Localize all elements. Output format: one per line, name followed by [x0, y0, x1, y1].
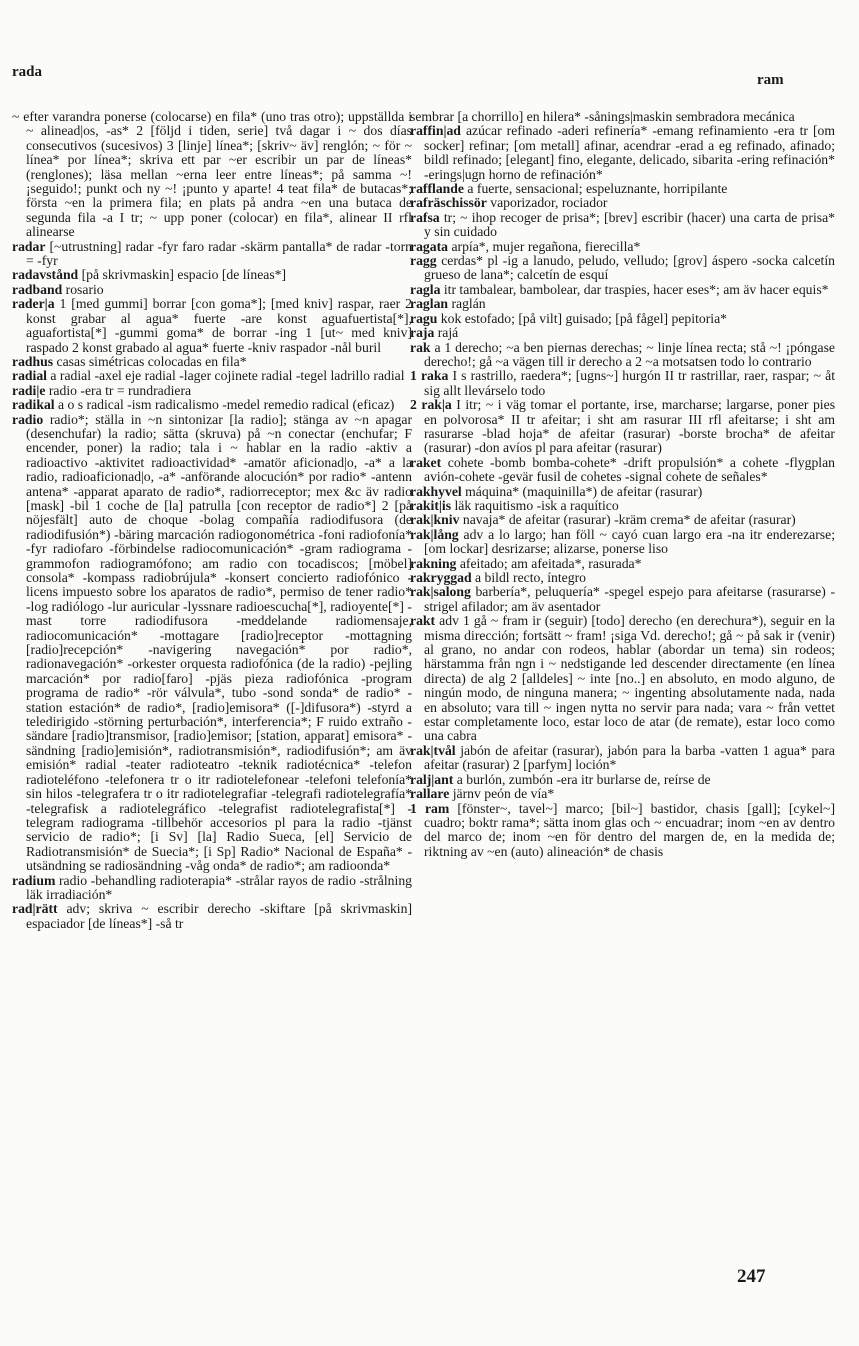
dictionary-entry [410, 182, 835, 196]
entry-headword: rallare [410, 786, 450, 802]
dictionary-entry [12, 110, 412, 240]
entry-definition: afeitado; am afeitada*, rasurada* [459, 555, 642, 571]
dictionary-entry [12, 240, 412, 269]
dictionary-entry [410, 485, 835, 499]
entry-headword: ragata [410, 238, 449, 254]
dictionary-entry [410, 585, 835, 614]
entry-headword: radial [12, 368, 47, 384]
page-number: 247 [737, 1266, 766, 1287]
entry-definition: [på skrivmaskin] espacio [de líneas*] [81, 267, 287, 283]
dictionary-entry [12, 874, 412, 903]
entry-definition: sembrar [a chorrillo] en hilera* -sånings|maskin sembradora mecánica [410, 109, 795, 124]
dictionary-entry [410, 211, 835, 240]
entry-definition: máquina* (maquinilla*) de afeitar (rasurar) [465, 483, 703, 499]
entry-definition: [~utrustning] radar -fyr faro radar -skärm pantalla* de radar -torn = -fyr [26, 238, 412, 269]
dictionary-entry [410, 110, 835, 124]
dictionary-entry [410, 297, 835, 311]
entry-definition: a bildl recto, íntegro [475, 570, 586, 585]
entry-definition: rosario [65, 281, 104, 297]
entry-definition: a 1 derecho; ~a ben piernas derechas; ~ linje línea recta; stå ~! ¡póngase derecho!; gå ~a vägen till ir derecho a 2 ~a motsatsen todo lo contrario [424, 339, 835, 369]
dictionary-entry [410, 196, 835, 210]
entry-definition: a radial -axel eje radial -lager cojinete radial -tegel ladrillo radial [50, 368, 405, 384]
left-column [12, 110, 412, 931]
entry-definition: azúcar refinado -aderi refinería* -emang refinamiento -era tr [om socker] refinar; [om metall] afinar, acendrar -erad a eg refinado, afinado; bildl refinado; [elegant] fino, elegante, delicado, sibarita -ering refinación* -erings|ugn horno de refinación* [424, 123, 836, 182]
entry-headword: ralj|ant [410, 771, 454, 787]
entry-headword: rakhyvel [410, 483, 462, 499]
dictionary-entry [410, 398, 835, 456]
entry-headword: 1 ram [410, 800, 450, 816]
entry-headword: rak|lång [410, 526, 459, 542]
entry-definition: barbería*, peluquería* -spegel espejo para afeitarse (rasurarse) -strigel afilador; am äv asentador [424, 584, 835, 614]
entry-definition: adv a lo largo; han föll ~ cayó cuan largo era -na itr enderezarse; [om lockar] desrizarse; alizarse, ponerse liso [424, 526, 836, 557]
entry-headword: rak|tvål [410, 742, 456, 758]
entry-definition: cerdas* pl -ig a lanudo, peludo, velludo; [grov] áspero -socka calcetín grueso de lana*; calcetín de esquí [424, 253, 836, 283]
entry-headword: rakning [410, 555, 457, 571]
entry-headword: radhus [12, 353, 54, 369]
entry-definition: adv; skriva ~ escribir derecho -skiftare [på skrivmaskin] espaciador [de líneas*] -så tr [26, 901, 413, 931]
dictionary-entry [410, 499, 835, 513]
dictionary-entry [410, 326, 835, 340]
entry-headword: radar [12, 238, 46, 254]
entry-headword: radikal [12, 397, 55, 413]
entry-headword: rafflande [410, 181, 464, 197]
dictionary-entry [12, 398, 412, 412]
entry-definition: radio -era tr = rundradiera [48, 382, 192, 398]
entry-headword: raffin|ad [410, 123, 461, 139]
dictionary-entry [410, 369, 835, 398]
entry-headword: rader|a [12, 296, 55, 312]
dictionary-entry [12, 297, 412, 355]
dictionary-entry [12, 384, 412, 398]
entry-definition: jabón de afeitar (rasurar), jabón para la barba -vatten 1 agua* para afeitar (rasurar) 2 [parfym] loción* [424, 742, 836, 773]
dictionary-entry [12, 283, 412, 297]
entry-headword: radium [12, 872, 56, 888]
entry-definition: [fönster~, tavel~] marco; [bil~] bastidor, chasis [gall]; [cykel~] cuadro; boktr rama*; sätta inom glas och ~ encuadrar; inom ~en av dentro del marco de; inom ~en för dentro del margen de, en la medida de; riktning av ~en (auto) alineación* de chasis [424, 800, 835, 859]
entry-definition: itr tambalear, bambolear, dar traspies, hacer eses*; am äv hacer equis* [443, 281, 829, 297]
entry-headword: raglan [410, 296, 449, 312]
entry-definition: raglán [451, 296, 486, 312]
entry-headword: raket [410, 454, 442, 470]
entry-headword: 1 raka [410, 368, 449, 384]
entry-definition: läk raquitismo -isk a raquítico [454, 497, 619, 513]
dictionary-entry [410, 312, 835, 326]
dictionary-entry [410, 341, 835, 370]
entry-headword: raja [410, 325, 435, 341]
entry-definition: radio -behandling radioterapia* -strålar rayos de radio -strålning läk irradiación* [26, 872, 413, 902]
entry-headword: radavstånd [12, 267, 79, 283]
entry-definition: casas simétricas colocadas en fila* [56, 353, 247, 369]
dictionary-entry [410, 456, 835, 485]
dictionary-entry [410, 773, 835, 787]
dictionary-entry [410, 802, 835, 860]
dictionary-entry [410, 240, 835, 254]
dictionary-entry [410, 787, 835, 801]
dictionary-entry [410, 528, 835, 557]
entry-headword: rafsa [410, 209, 440, 225]
entry-headword: rak|kniv [410, 512, 460, 528]
dictionary-entry [410, 124, 835, 182]
entry-definition: 1 [med gummi] borrar [con goma*]; [med kniv] raspar, raer 2 konst grabar al agua* fuerte -are konst aguafuertista[*], aguafortista[*] -gummi goma* de borrar -ing 1 [ut~ med kniv] raspado 2 konst grabado al agua* fuerte -kniv raspador -nål buril [26, 296, 413, 355]
dictionary-entry [12, 355, 412, 369]
dictionary-entry [12, 369, 412, 383]
entry-definition: rajá [437, 325, 459, 341]
entry-definition: kok estofado; [på vilt] guisado; [på fågel] pepitoria* [440, 310, 728, 326]
entry-headword: rakit|is [410, 497, 452, 513]
entry-definition: I s rastrillo, raedera*; [ugns~] hurgón II tr rastrillar, raer, raspar; ~ åt sig allt llevárselo todo [424, 368, 835, 398]
entry-definition: tr; ~ ihop recoger de prisa*; [brev] escribir (hacer) una carta de prisa* y sin cuidado [424, 209, 836, 240]
entry-definition: järnv peón de vía* [452, 786, 555, 802]
right-column [410, 110, 835, 859]
entry-definition: a burlón, zumbón -era itr burlarse de, reírse de [456, 771, 711, 787]
entry-headword: rak|salong [410, 584, 471, 600]
entry-definition: I itr; ~ i väg tomar el portante, irse, marcharse; largarse, poner pies en polvorosa* II tr afeitar; i sht am rasurar III rfl afeitarse; i sht am rasurarse -blad hoja* de afeitar (rasurar) -borste brocha* de afeitar (rasurar) -don avíos pl para afeitar (rasurar) [424, 397, 836, 456]
entry-headword: 2 rak|a [410, 397, 452, 413]
entry-headword: radio [12, 411, 44, 427]
entry-definition: ~ efter varandra ponerse (colocarse) en fila* (uno tras otro); uppställda i ~ alinead|os, -as* 2 [följd i tiden, serie] två dagar i ~ dos días consecutivos (sucesivos) 3 [linje] línea*; [skriv~ äv] renglón; ~ för ~ línea* por línea*; skriva ett par ~er escribir un par de líneas* (renglones); läsa mellan ~erna leer entre líneas*; på samma ~! ¡seguido!; punkt och ny ~! ¡punto y aparte! 4 teat fila* de butacas*; första ~en la primera fila; en plats på andra ~en una butaca de segunda fila -a I tr; ~ upp poner (colocar) en fila*, alinear II rfl alinearse [12, 109, 412, 240]
entry-definition: a o s radical -ism radicalismo -medel remedio radical (eficaz) [58, 397, 395, 413]
dictionary-entry [410, 283, 835, 297]
entry-headword: ragu [410, 310, 438, 326]
dictionary-entry [410, 744, 835, 773]
running-head-left: rada [12, 64, 42, 80]
dictionary-entry [410, 557, 835, 571]
running-head-right: ram [757, 72, 784, 88]
entry-definition: navaja* de afeitar (rasurar) -kräm crema* de afeitar (rasurar) [462, 512, 796, 528]
dictionary-entry [12, 413, 412, 874]
entry-definition: arpía*, mujer regañona, fierecilla* [451, 238, 641, 254]
entry-definition: a fuerte, sensacional; espeluznante, horripilante [467, 181, 728, 197]
entry-headword: rak [410, 339, 431, 355]
entry-definition: adv 1 gå ~ fram ir (seguir) [todo] derecho (en derechura*), seguir en la misma dirección; fortsätt ~ fram! ¡siga Vd. derecho!; gå ~ på sak ir (venir) al grano, no andar con rodeos, hablar (abordar un tema) sin rodeos; härstamma från ngn i ~ nedstigande led descender directamente (en línea directa) de alg 2 [alldeles] ~ inte [no..] en absoluto, en modo alguno, de ningún modo, de ninguna manera; ~ ingenting absolutamente nada, nada en absoluto; vara till ~ ingen nytta no servir para nada; vara ~ från vettet estar completamente loco, estar loco de atar (de remate), estar loco como una cabra [424, 613, 835, 744]
dictionary-entry [410, 571, 835, 585]
entry-definition: vaporizador, rociador [490, 195, 608, 211]
entry-headword: rad|rätt [12, 901, 58, 917]
entry-headword: radband [12, 281, 63, 297]
dictionary-entry [410, 513, 835, 527]
entry-headword: rakryggad [410, 570, 472, 585]
entry-definition: cohete -bomb bomba-cohete* -drift propulsión* a cohete -flygplan avión-cohete -gevär fusil de cohetes -signal cohete de señales* [424, 454, 836, 485]
entry-headword: ragg [410, 253, 437, 269]
entry-headword: radi|e [12, 382, 46, 398]
entry-headword: rafräschissör [410, 195, 487, 211]
dictionary-entry [12, 902, 412, 931]
dictionary-entry [410, 254, 835, 283]
entry-headword: rakt [410, 613, 436, 629]
entry-headword: ragla [410, 281, 441, 297]
entry-definition: radio*; ställa in ~n sintonizar [la radio]; stänga av ~n apagar (desenchufar) la radio; sätta (skruva) på ~n conectar (enchufar; F encender, poner) la radio; tala i ~ hablar en la radio -aktiv a radioactivo -aktivitet radioactividad* -amatör aficionad|o, -a* a la radio, radioaficionad|o, -a* -anförande alocución* por radio* -antenn antena* -apparat aparato de radio*, radiorreceptor; mex &c äv radio [mask] -bil 1 coche de [la] patrulla [con receptor de radio*] 2 [på nöjesfält] auto de choque -bolag compañía radiodifusora (de radiodifusión*) -bäring marcación radiogonométrica -foni radiofonía* -fyr radiofaro -förbindelse radiocomunicación* -gram radiograma -grammofon radiogramófono; am radio con tocadiscos; [möbel] consola* -kompass radiobrújula* -konsert concierto radiofónico -licens impuesto sobre los aparatos de radio*, permiso de tener radio* -log radiólogo -lur auricular -lyssnare radioescucha[*], radioyente[*] -mast torre radiodifusora -meddelande radiomensaje, radiocomunicación* -mottagare [radio]receptor -mottagning [radio]recepción* -navigering navegación* por radio*, radionavegación* -orkester orquesta radiofónica (de la radio) -pejling marcación* por radio[faro] -pjäs pieza radiofónica -program programa de radio* -rör válvula*, tubo -sond sonda* de radio* -station estación* de radio*, [radio]emisora* ([-]difusora*) -styrd a teledirigido -störning perturbación*, interferencia*; F ruido extraño -sändare [radio]transmisor, [radio]emisor; [station, apparat] emisora* -sändning [radio]emisión*, radiotransmisión*, radiodifusión*; am äv emisión* radial -teater radioteatro -teknik radiotécnica* -telefon radioteléfono -telefonera tr o itr radiotelefonear -telefoni telefonía* sin hilos -telegrafera tr o itr radiotelegrafiar -telegrafi radiotelegrafía* -telegrafisk a radiotelegráfico -telegrafist radiotelegrafista[*] -telegram radiograma -tillbehör accesorios pl para la radio -tjänst servicio de radio*; [i Sv] [la] Radio Sueca, [el] Servicio de Radiotransmisión* de Suecia*; [i Sp] Radio* Nacional de España* -utsändning se radiosändning -våg onda* de radio*; am radioonda* [26, 411, 413, 874]
dictionary-entry [12, 268, 412, 282]
dictionary-entry [410, 614, 835, 744]
